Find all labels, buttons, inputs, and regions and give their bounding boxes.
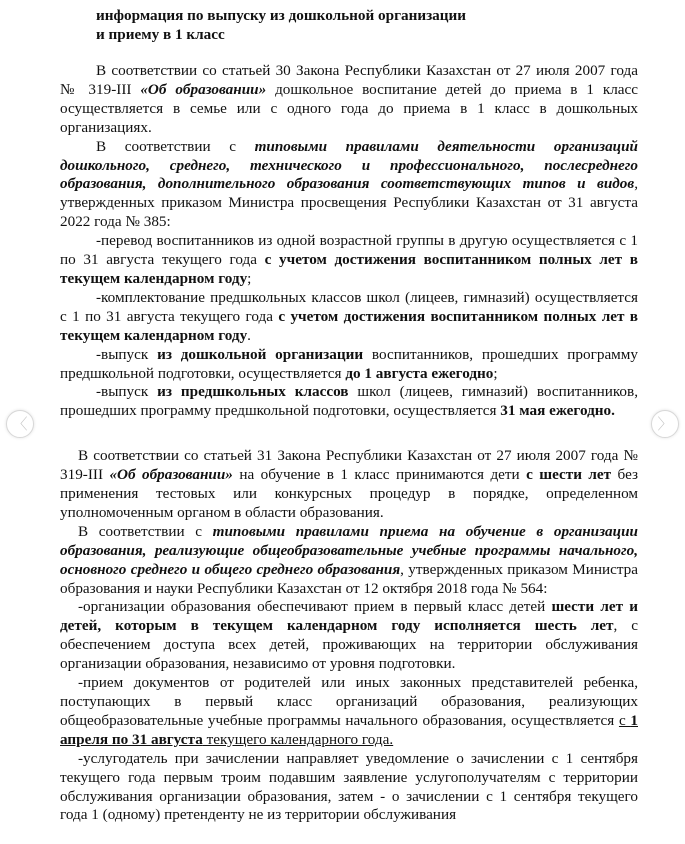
paragraph-law-article-30: В соответствии со статьей 30 Закона Республики Казахстан от 27 июля 2007 года № 319-III «Об образовании» дошкольное воспитание детей до приема в 1 класс осуществляется в семье или с одного года до приема в 1 класс в дошкольных организациях. bbox=[60, 62, 638, 136]
heading-line-2: и приему в 1 класс bbox=[96, 26, 225, 43]
paragraph-typical-rules-activity: В соответствии с типовыми правилами деятельности организаций дошкольного, среднего, технического и профессионального, послесреднего образования, дополнительного образования соответствующих типов и видов, утвержденных приказом Министра просвещения Республики Казахстан от 31 августа 2022 года № 385: bbox=[60, 137, 639, 231]
paragraph-first-grade-admission: -организации образования обеспечивают прием в первый класс детей шести лет и детей, которым в текущем календарном году исполняется шесть лет, с обеспечением доступа всех детей, проживающих на территории обслуживания организации образования, независимо от уровня подготовки. bbox=[60, 598, 638, 673]
document-heading bbox=[96, 6, 638, 44]
chevron-right-icon: 〉 bbox=[657, 414, 673, 433]
document-page bbox=[60, 6, 638, 825]
next-page-button[interactable] bbox=[651, 410, 679, 438]
paragraph-preschool-graduation: -выпуск из дошкольной организации воспитанников, прошедших программу предшкольной подготовки, осуществляется до 1 августа ежегодно; bbox=[60, 345, 639, 382]
paragraph-enrollment-notification: -услугодатель при зачислении направляет уведомление о зачислении с 1 сентября текущего года первым троим подавшим заявление услугополучателям с территории обслуживания организации образования, затем - о зачислении с 1 сентября текущего года 1 (одному) претенденту не из территории обслуживания bbox=[60, 749, 638, 824]
paragraph-law-article-31: В соответствии со статьей 31 Закона Республики Казахстан от 27 июля 2007 года № 319-III «Об образовании» на обучение в 1 класс принимаются дети с шести лет без применения тестовых или конкурсных процедур в порядке, определенном уполномоченным органом в области образования. bbox=[60, 447, 639, 521]
heading-line-1: информация по выпуску из дошкольной организации bbox=[96, 7, 467, 24]
paragraph-preschool-class-staffing: -комплектование предшкольных классов школ (лицеев, гимназий) осуществляется с 1 по 31 августа текущего года с учетом достижения воспитанником полных лет в текущем календарном году. bbox=[60, 288, 639, 344]
paragraph-document-acceptance: -прием документов от родителей или иных законных представителей ребенка, поступающих в первый класс организаций образования, реализующих общеобразовательные учебные программы начального образования, осуществляется с 1 апреля по 31 августа текущего календарного года. bbox=[60, 674, 638, 748]
previous-page-button[interactable] bbox=[6, 410, 34, 438]
paragraph-group-transfer: -перевод воспитанников из одной возрастной группы в другую осуществляется с 1 по 31 августа текущего года с учетом достижения воспитанником полных лет в текущем календарном году; bbox=[60, 232, 638, 287]
paragraph-preschool-class-graduation: -выпуск из предшкольных классов школ (лицеев, гимназий) воспитанников, прошедших программу предшкольной подготовки, осуществляется 31 мая ежегодно. bbox=[60, 383, 638, 420]
chevron-left-icon: 〈 bbox=[12, 414, 28, 433]
paragraph-typical-admission-rules: В соответствии с типовыми правилами приема на обучение в организации образования, реализующие общеобразовательные учебные программы начального, основного среднего и общего среднего образования, утвержденных приказом Министра образования и науки Республики Казахстан от 12 октября 2018 года № 564: bbox=[60, 522, 638, 597]
